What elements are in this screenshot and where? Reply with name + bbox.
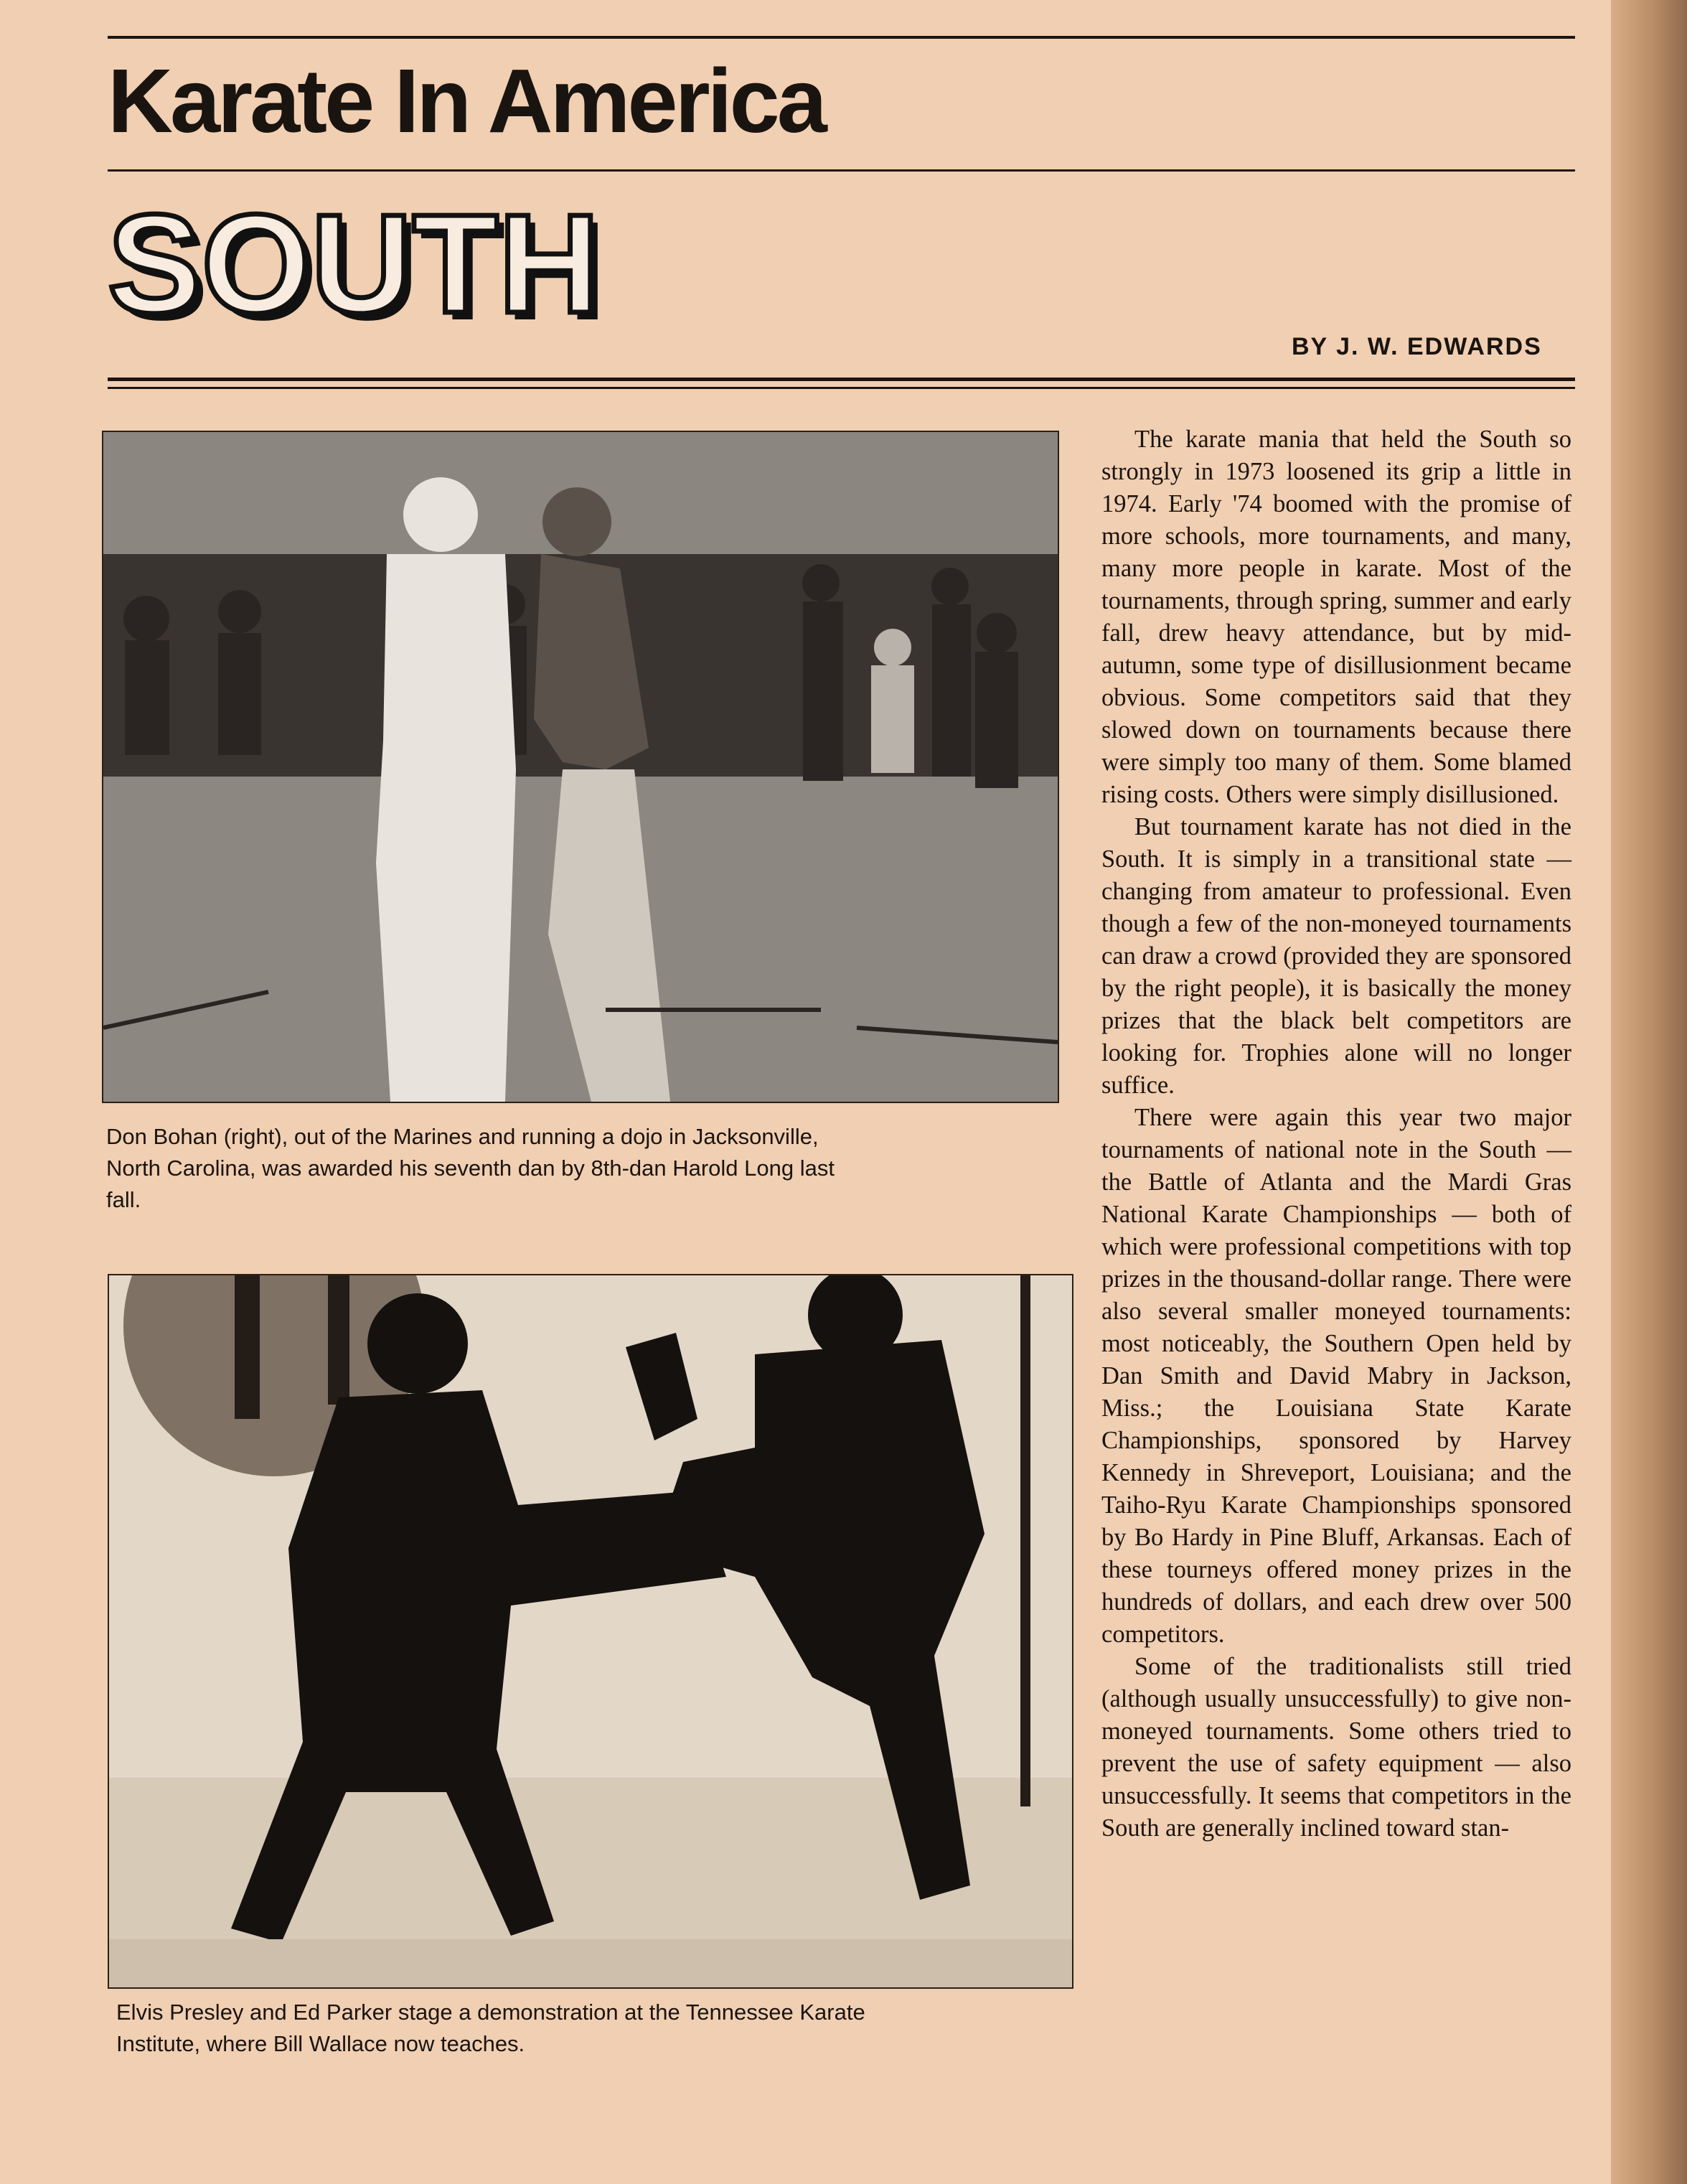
article-paragraph: Some of the traditionalists still tried (although usually unsuccessfully) to give non-moneyed tournaments. Some others tried to prevent the use of safety equipment — also unsuccessfully. It seems that competitors in the South are generally inclined toward stan-	[1101, 1653, 1571, 1842]
section-title: SOUTH	[108, 185, 600, 342]
double-rule-lower	[108, 387, 1575, 389]
photo-handshake	[102, 431, 1059, 1103]
photo-handshake-gym-icon	[103, 432, 1058, 1102]
page-edge-shadow	[1611, 0, 1687, 2184]
byline: BY J. W. EDWARDS	[1292, 333, 1542, 360]
section-label: Karate In America	[108, 50, 824, 151]
photo-karate-demo	[108, 1274, 1073, 1989]
article-column	[1101, 423, 1571, 1845]
top-rule	[108, 36, 1575, 39]
caption-photo-2: Elvis Presley and Ed Parker stage a demonstration at the Tennessee Karate Institute, where Bill Wallace now teaches.	[116, 2000, 865, 2056]
article-paragraph: The karate mania that held the South so strongly in 1973 loosened its grip a little in 1974. Early '74 boomed with the promise of more schools, more tournaments, and many, many more people in karate. Most of the tournaments, through spring, summer and early fall, drew heavy attendance, but by mid-autumn, some type of disillusionment became obvious. Some competitors said that they slowed down on tournaments because there were simply too many of them. Some blamed rising costs. Others were simply disillusioned.	[1101, 426, 1571, 808]
article-paragraph: But tournament karate has not died in the South. It is simply in a transitional state — changing from amateur to professional. Even though a few of the non-moneyed tournaments can draw a crowd (provided they are sponsored by the right people), it is basically the money prizes that the black belt competitors are looking for. Trophies alone will no longer suffice.	[1101, 813, 1571, 1099]
mid-rule	[108, 169, 1575, 172]
article-paragraph: There were again this year two major tournaments of national note in the South — the Battle of Atlanta and the Mardi Gras National Karate Championships — both of which were professional competitions with top prizes in the thousand-dollar range. There were also several smaller moneyed tournaments: most noticeably, the Southern Open held by Dan Smith and David Mabry in Jackson, Miss.; the Louisiana State Karate Championships, sponsored by Harvey Kennedy in Shreveport, Louisiana; and the Taiho-Ryu Karate Championships sponsored by Bo Hardy in Pine Bluff, Arkansas. Each of these tourneys offered money prizes in the hundreds of dollars, and each drew over 500 competitors.	[1101, 1104, 1571, 1648]
photo-karate-kick-demo-icon	[109, 1275, 1072, 1987]
double-rule-upper	[108, 378, 1575, 381]
caption-photo-1: Don Bohan (right), out of the Marines and running a dojo in Jacksonville, North Carolina, was awarded his seventh dan by 8th-dan Harold Long last fall.	[106, 1124, 835, 1212]
